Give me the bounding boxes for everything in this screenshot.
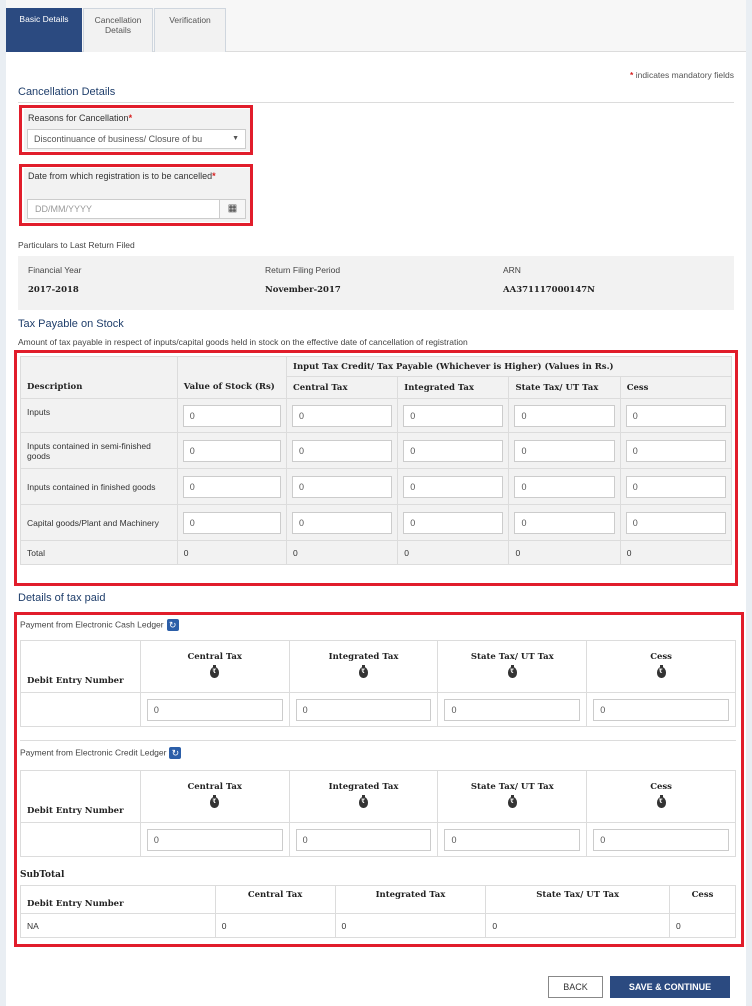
header-state-tax: State Tax/ UT Tax <box>486 886 670 914</box>
cash-central-tax-input[interactable]: 0 <box>147 699 283 721</box>
required-marker: * <box>630 70 634 80</box>
header-integrated-tax: Integrated Tax ₹ <box>289 641 438 693</box>
subtotal-table <box>20 885 736 938</box>
table-row <box>21 469 732 505</box>
period-value: November-2017 <box>265 285 341 295</box>
credit-central-tax-input[interactable]: 0 <box>147 829 283 851</box>
tab-basic-details[interactable]: Basic Details <box>6 8 82 52</box>
stock-input[interactable]: 0 <box>183 476 281 498</box>
refresh-icon[interactable]: ↻ <box>169 747 181 759</box>
mandatory-note-text: indicates mandatory fields <box>635 70 734 80</box>
header-group: Input Tax Credit/ Tax Payable (Whichever is Higher) (Values in Rs.) <box>286 357 731 377</box>
subtotal-value: 0 <box>486 914 670 938</box>
cancellation-title: Cancellation Details <box>18 86 116 98</box>
stock-title: Tax Payable on Stock <box>18 318 124 330</box>
header-debit-entry: Debit Entry Number <box>21 886 216 914</box>
header-central-tax: Central Tax <box>286 377 397 399</box>
rupee-bag-icon <box>657 667 666 678</box>
calendar-icon[interactable]: ▦ <box>219 200 245 218</box>
header-cess: Cess ₹ <box>587 641 736 693</box>
header-integrated-tax: Integrated Tax <box>335 886 486 914</box>
integrated-tax-input[interactable]: 0 <box>403 512 503 534</box>
central-tax-input[interactable]: 0 <box>292 476 392 498</box>
header-central-tax: Central Tax <box>215 886 335 914</box>
cash-ledger-table <box>20 640 736 727</box>
refresh-icon[interactable]: ↻ <box>167 619 179 631</box>
total-value: 0 <box>509 541 620 565</box>
header-cess: Cess ₹ <box>587 771 736 823</box>
total-value: 0 <box>177 541 286 565</box>
tab-verification[interactable]: Verification <box>154 8 226 52</box>
integrated-tax-input[interactable]: 0 <box>403 405 503 427</box>
credit-ledger-table <box>20 770 736 857</box>
table-row <box>21 505 732 541</box>
total-label: Total <box>21 541 178 565</box>
cash-cess-input[interactable]: 0 <box>593 699 729 721</box>
credit-cess-input[interactable]: 0 <box>593 829 729 851</box>
header-central-tax: Central Tax ₹ <box>140 641 289 693</box>
table-row <box>21 399 732 433</box>
stock-table <box>20 356 732 565</box>
subtotal-value: 0 <box>215 914 335 938</box>
page <box>6 0 746 1006</box>
fy-label: Financial Year <box>28 265 82 275</box>
subtotal-label: SubTotal <box>20 870 65 880</box>
cess-input[interactable]: 0 <box>626 440 726 462</box>
credit-ledger-label: Payment from Electronic Credit Ledger ↻ <box>20 747 181 759</box>
state-tax-input[interactable]: 0 <box>514 405 614 427</box>
cash-state-tax-input[interactable]: 0 <box>444 699 580 721</box>
subtotal-value: 0 <box>335 914 486 938</box>
divider <box>18 102 734 103</box>
fy-value: 2017-2018 <box>28 285 79 295</box>
date-label: Date from which registration is to be cancelled* <box>28 171 216 181</box>
total-value: 0 <box>620 541 731 565</box>
subtotal-row <box>21 914 736 938</box>
header-cess: Cess <box>670 886 736 914</box>
last-return-title: Particulars to Last Return Filed <box>18 240 135 250</box>
rupee-bag-icon <box>657 797 666 808</box>
integrated-tax-input[interactable]: 0 <box>403 476 503 498</box>
reason-label: Reasons for Cancellation* <box>28 113 133 123</box>
header-cess: Cess <box>620 377 731 399</box>
table-row <box>21 693 736 727</box>
debit-entry-cell <box>21 823 141 857</box>
row-desc: Capital goods/Plant and Machinery <box>21 505 178 541</box>
central-tax-input[interactable]: 0 <box>292 512 392 534</box>
total-value: 0 <box>398 541 509 565</box>
divider <box>20 740 736 741</box>
total-value: 0 <box>286 541 397 565</box>
cash-ledger-label: Payment from Electronic Cash Ledger ↻ <box>20 619 179 631</box>
arn-label: ARN <box>503 265 521 275</box>
credit-integrated-tax-input[interactable]: 0 <box>296 829 432 851</box>
date-placeholder: DD/MM/YYYY <box>35 204 93 214</box>
subtotal-value: 0 <box>670 914 736 938</box>
stock-input[interactable]: 0 <box>183 512 281 534</box>
tax-paid-title: Details of tax paid <box>18 592 106 604</box>
header-debit-entry: Debit Entry Number <box>21 641 141 693</box>
reason-select[interactable] <box>27 129 246 149</box>
state-tax-input[interactable]: 0 <box>514 440 614 462</box>
header-central-tax: Central Tax ₹ <box>140 771 289 823</box>
back-button[interactable]: BACK <box>548 976 603 998</box>
integrated-tax-input[interactable]: 0 <box>403 440 503 462</box>
rupee-bag-icon <box>508 797 517 808</box>
cess-input[interactable]: 0 <box>626 405 726 427</box>
header-integrated-tax: Integrated Tax <box>398 377 509 399</box>
subtotal-value: NA <box>21 914 216 938</box>
rupee-bag-icon <box>508 667 517 678</box>
header-integrated-tax: Integrated Tax ₹ <box>289 771 438 823</box>
table-row <box>21 433 732 469</box>
header-state-tax: State Tax/ UT Tax ₹ <box>438 771 587 823</box>
tab-cancellation-details[interactable]: Cancellation Details <box>83 8 153 52</box>
cess-input[interactable]: 0 <box>626 476 726 498</box>
last-return-panel <box>18 256 734 310</box>
rupee-bag-icon <box>210 797 219 808</box>
header-description: Description <box>21 357 178 399</box>
header-state-tax: State Tax/ UT Tax ₹ <box>438 641 587 693</box>
header-state-tax: State Tax/ UT Tax <box>509 377 620 399</box>
chevron-down-icon: ▼ <box>232 135 239 142</box>
total-row <box>21 541 732 565</box>
period-label: Return Filing Period <box>265 265 341 275</box>
row-desc: Inputs <box>21 399 178 433</box>
stock-input[interactable]: 0 <box>183 440 281 462</box>
table-row <box>21 823 736 857</box>
header-debit-entry: Debit Entry Number <box>21 771 141 823</box>
row-desc: Inputs contained in finished goods <box>21 469 178 505</box>
date-input[interactable] <box>27 199 246 219</box>
reason-select-value: Discontinuance of business/ Closure of bu <box>34 134 203 144</box>
header-value-of-stock: Value of Stock (Rs) <box>177 357 286 399</box>
rupee-bag-icon <box>359 667 368 678</box>
rupee-bag-icon <box>210 667 219 678</box>
state-tax-input[interactable]: 0 <box>514 512 614 534</box>
central-tax-input[interactable]: 0 <box>292 440 392 462</box>
stock-input[interactable]: 0 <box>183 405 281 427</box>
cash-integrated-tax-input[interactable]: 0 <box>296 699 432 721</box>
arn-value: AA371117000147N <box>503 285 595 295</box>
debit-entry-cell <box>21 693 141 727</box>
row-desc: Inputs contained in semi-finished goods <box>21 433 178 469</box>
cess-input[interactable]: 0 <box>626 512 726 534</box>
state-tax-input[interactable]: 0 <box>514 476 614 498</box>
save-continue-button[interactable]: SAVE & CONTINUE <box>610 976 730 998</box>
mandatory-note <box>630 70 734 80</box>
rupee-bag-icon <box>359 797 368 808</box>
central-tax-input[interactable]: 0 <box>292 405 392 427</box>
stock-subtitle: Amount of tax payable in respect of inputs/capital goods held in stock on the effective date of cancellation of registration <box>18 337 468 347</box>
credit-state-tax-input[interactable]: 0 <box>444 829 580 851</box>
